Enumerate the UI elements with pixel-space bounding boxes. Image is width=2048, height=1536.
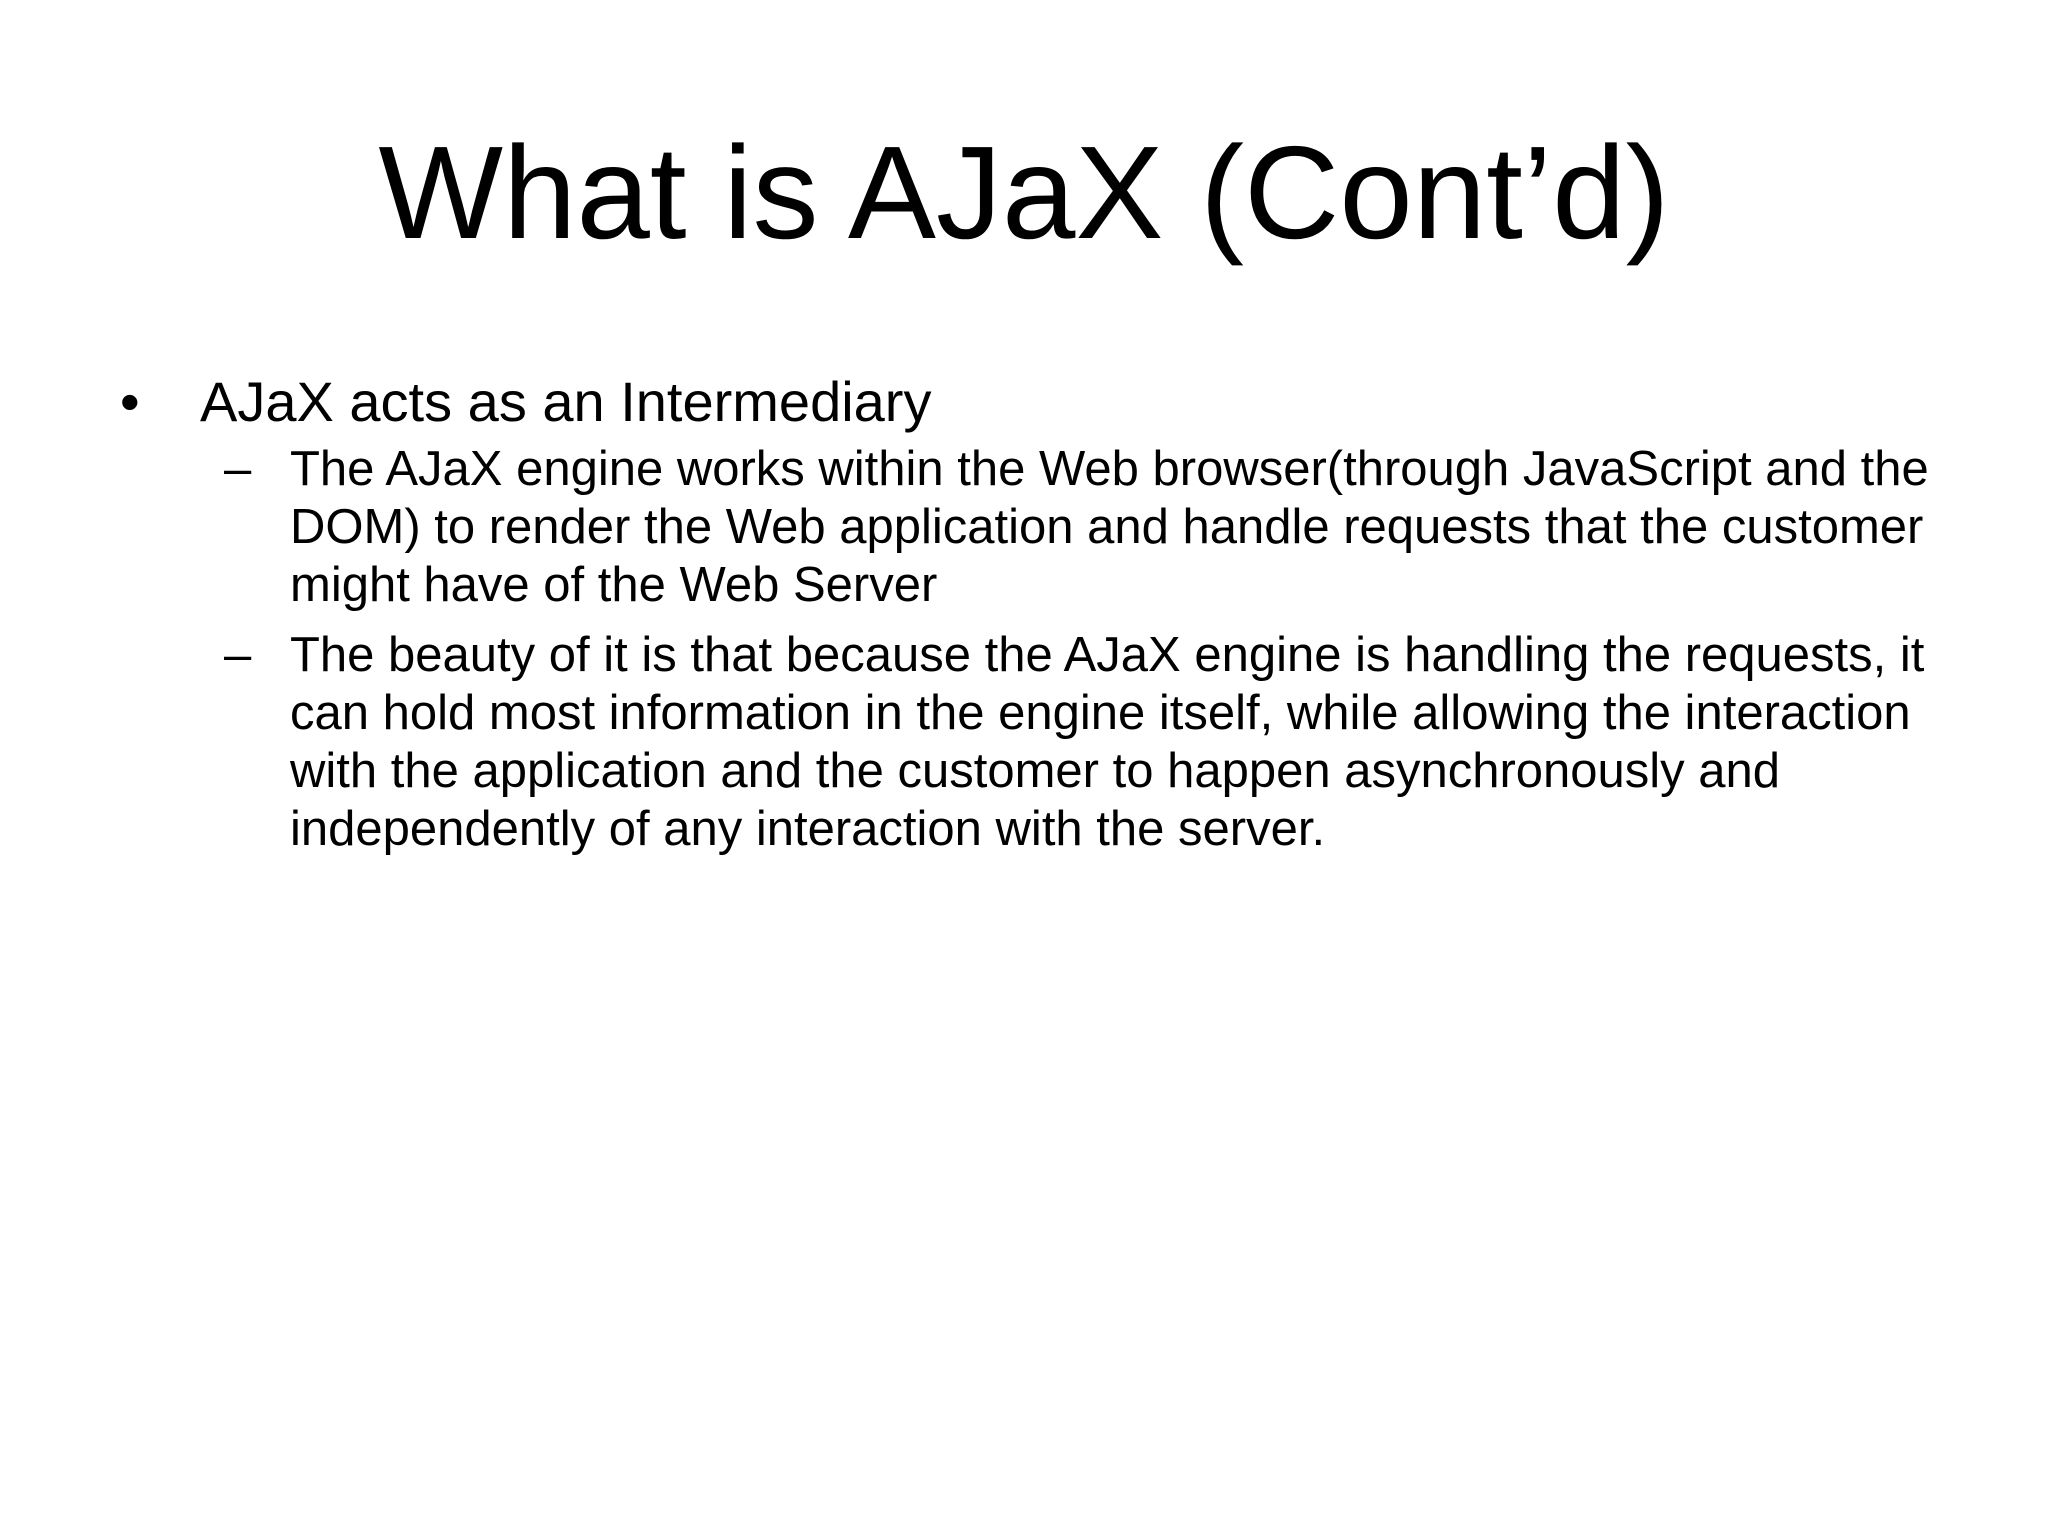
- bullet-item: [120, 370, 1960, 434]
- sub-bullet-text: The AJaX engine works within the Web browser(through JavaScript and the DOM) to render the Web application and handle requests that the customer might have of the Web Server: [290, 442, 1929, 612]
- sub-bullet-text: The beauty of it is that because the AJaX engine is handling the requests, it can hold most information in the engine itself, while allowing the interaction with the application and the customer to happen asynchronously and independently of any interaction with the server.: [290, 628, 1925, 856]
- slide-content: [120, 370, 1960, 870]
- sub-bullet-item: [120, 626, 1960, 858]
- sub-bullet-marker: –: [224, 442, 252, 496]
- sub-bullet-marker: –: [224, 628, 252, 682]
- sub-bullet-list: [120, 440, 1960, 858]
- bullet-text: AJaX acts as an Intermediary: [200, 370, 932, 433]
- bullet-marker: •: [120, 370, 140, 433]
- sub-bullet-item: [120, 440, 1960, 614]
- slide-title: What is AJaX (Cont’d): [378, 119, 1670, 266]
